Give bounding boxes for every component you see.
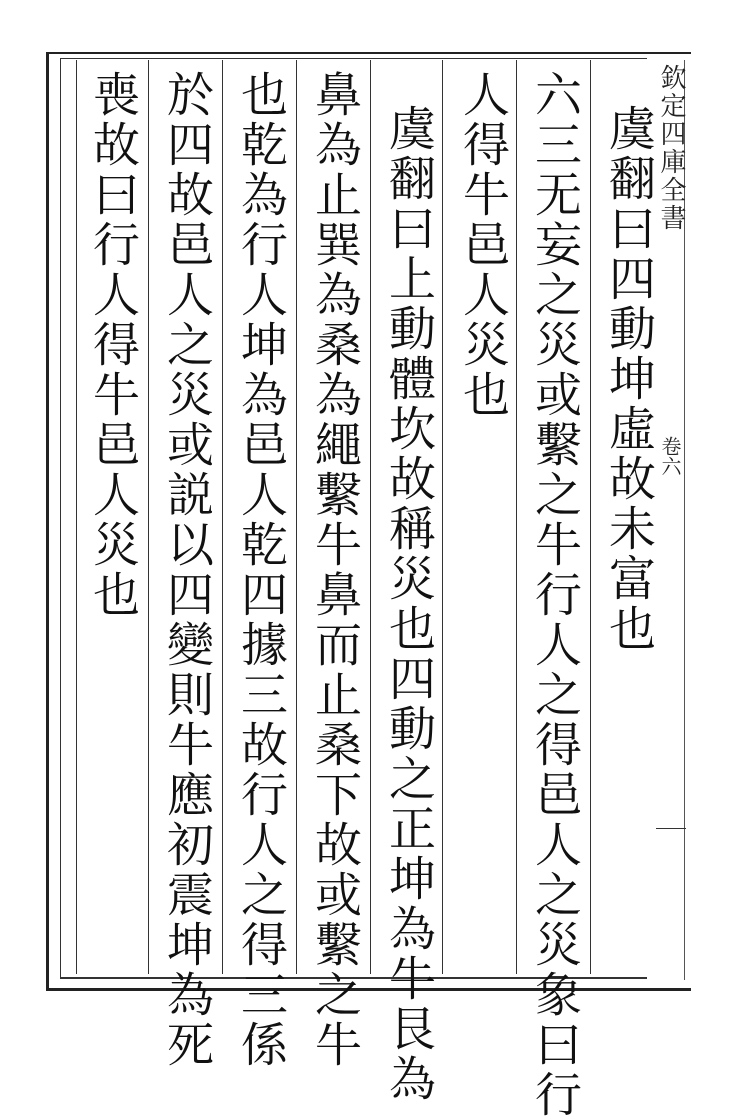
margin-book-title: 欽定四庫全書 bbox=[656, 64, 686, 232]
text-column-6: 也乾為行人坤為邑人乾四據三故行人之得三係 bbox=[233, 70, 288, 1070]
margin-tick bbox=[656, 828, 686, 829]
column-rule bbox=[76, 60, 77, 974]
text-column-4: 虞翻曰上動體坎故稱災也四動之正坤為牛艮為 bbox=[381, 104, 436, 1104]
text-column-5: 鼻為止巽為桑為繩繫牛鼻而止桑下故或繫之牛 bbox=[307, 70, 362, 1070]
column-rule bbox=[442, 60, 443, 974]
text-column-8: 喪故曰行人得牛邑人災也 bbox=[85, 70, 140, 620]
text-column-7: 於四故邑人之災或説以四變則牛應初震坤為死 bbox=[159, 70, 214, 1070]
column-rule bbox=[590, 60, 591, 974]
column-rule bbox=[516, 60, 517, 974]
margin-volume-label: 卷六 bbox=[658, 436, 682, 476]
column-rule bbox=[296, 60, 297, 974]
text-column-1: 虞翻曰四動坤虛故未富也 bbox=[601, 104, 656, 654]
text-column-3: 人得牛邑人災也 bbox=[455, 70, 510, 420]
column-rule bbox=[148, 60, 149, 974]
text-column-2: 六三无妄之災或繫之牛行人之得邑人之災象曰行 bbox=[527, 70, 582, 1120]
column-rule bbox=[222, 60, 223, 974]
column-rule bbox=[370, 60, 371, 974]
